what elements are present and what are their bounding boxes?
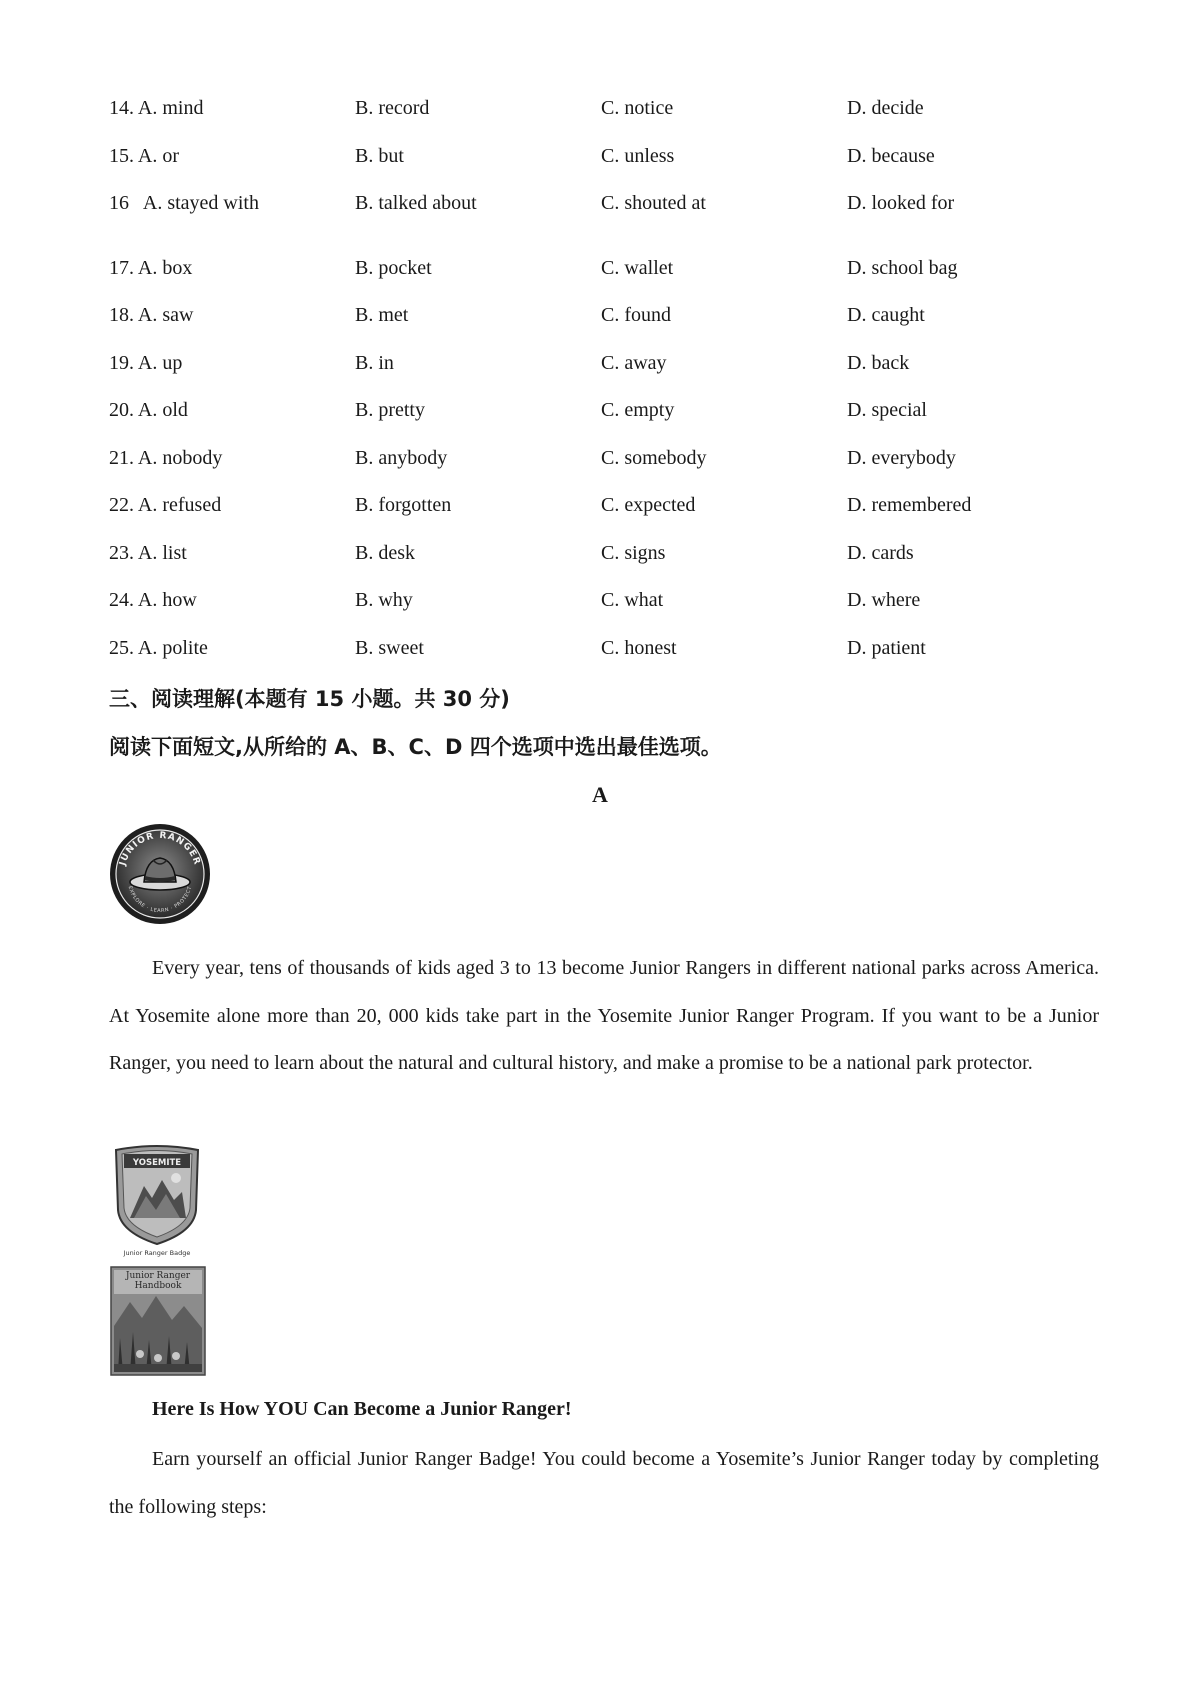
option-d: D. cards	[847, 541, 914, 564]
junior-ranger-badge-image	[110, 1140, 204, 1258]
badge-caption: Junior Ranger Badge	[123, 1249, 191, 1257]
option-row-20	[109, 398, 1109, 446]
option-d: D. special	[847, 399, 927, 421]
option-d: D. remembered	[847, 494, 972, 516]
option-b: B. pocket	[355, 256, 432, 279]
option-b: B. talked about	[355, 192, 477, 214]
option-a: 19. A. up	[109, 351, 183, 374]
junior-ranger-handbook-image	[110, 1266, 206, 1376]
option-c: C. found	[601, 304, 671, 326]
option-b: B. anybody	[355, 446, 448, 469]
option-d: D. looked for	[847, 192, 955, 214]
option-row-19	[109, 351, 1109, 399]
option-a: 24. A. how	[109, 589, 197, 611]
passage-paragraph-2: Earn yourself an official Junior Ranger Badge! You could become a Yosemite’s Junior Ranger today by completing the following steps:	[109, 1448, 1099, 1518]
option-d: D. decide	[847, 97, 924, 119]
option-d: D. everybody	[847, 446, 956, 469]
option-b: B. met	[355, 304, 409, 326]
passage-letter: A	[592, 782, 608, 807]
option-c: C. honest	[601, 636, 677, 659]
option-a: 17. A. box	[109, 256, 193, 279]
section-instruction: 阅读下面短文,从所给的 A、B、C、D 四个选项中选出最佳选项。	[109, 735, 722, 759]
option-a: 14. A. mind	[109, 97, 204, 119]
option-row-17	[109, 256, 1109, 304]
option-a: 20. A. old	[109, 399, 188, 421]
option-row-23	[109, 541, 1109, 589]
option-b: B. forgotten	[355, 494, 452, 516]
option-b: B. in	[355, 351, 394, 374]
option-row-22	[109, 493, 1109, 541]
option-c: C. signs	[601, 541, 666, 564]
option-row-15	[109, 144, 1109, 192]
option-b: B. but	[355, 144, 404, 167]
option-c: C. expected	[601, 494, 696, 516]
option-a: 22. A. refused	[109, 494, 222, 516]
option-d: D. caught	[847, 304, 925, 326]
option-row-24	[109, 588, 1109, 636]
option-row-16	[109, 191, 1109, 239]
option-a: 21. A. nobody	[109, 446, 223, 469]
option-a: 18. A. saw	[109, 304, 194, 326]
option-row-25	[109, 636, 1109, 684]
junior-ranger-logo-image	[108, 822, 212, 926]
option-c: C. notice	[601, 97, 674, 119]
option-c: C. somebody	[601, 446, 707, 469]
option-a: 16 A. stayed with	[109, 192, 259, 214]
passage-paragraph-1: Every year, tens of thousands of kids aged 3 to 13 become Junior Rangers in different national parks across America. At Yosemite alone more than 20, 000 kids take part in the Yosemite Junior Ranger Program. If you want to be a Junior Ranger, you need to learn about the natural and cultural history, and make a promise to be a national park protector.	[109, 957, 1099, 1074]
option-d: D. because	[847, 144, 935, 167]
option-a: 15. A. or	[109, 144, 179, 167]
option-row-21	[109, 446, 1109, 494]
option-d: D. where	[847, 589, 921, 611]
option-d: D. school bag	[847, 256, 958, 279]
option-c: C. wallet	[601, 256, 674, 279]
option-c: C. away	[601, 351, 667, 374]
option-a: 23. A. list	[109, 541, 187, 564]
option-b: B. record	[355, 97, 430, 119]
logo-bottom-text: EXPLORE · LEARN · PROTECT	[126, 885, 194, 915]
logo-top-text: JUNIOR RANGER	[118, 830, 202, 867]
option-a: 25. A. polite	[109, 636, 208, 659]
option-row-14	[109, 96, 1109, 144]
book-title: Junior Ranger Handbook	[125, 1271, 191, 1291]
option-c: C. unless	[601, 144, 675, 167]
option-c: C. shouted at	[601, 192, 706, 214]
option-d: D. back	[847, 351, 910, 374]
section-heading: 三、阅读理解(本题有 15 小题。共 30 分)	[109, 687, 510, 711]
option-b: B. desk	[355, 541, 415, 564]
option-b: B. pretty	[355, 399, 425, 421]
option-c: C. empty	[601, 399, 675, 421]
option-b: B. why	[355, 589, 413, 611]
answer-options-table	[109, 96, 1109, 683]
badge-top-text: YOSEMITE	[132, 1158, 182, 1168]
option-c: C. what	[601, 589, 664, 611]
option-d: D. patient	[847, 636, 926, 659]
option-row-18	[109, 303, 1109, 351]
passage-subheading: Here Is How YOU Can Become a Junior Ranger!	[152, 1398, 572, 1420]
option-b: B. sweet	[355, 636, 424, 659]
